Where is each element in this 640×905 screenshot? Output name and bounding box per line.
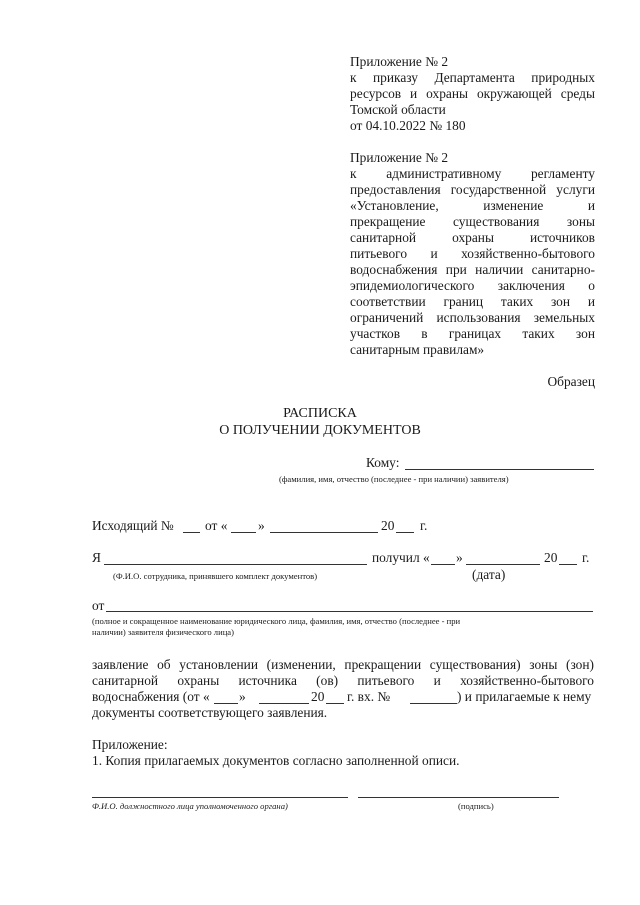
appendix2-line: предоставления государственной услуги	[350, 182, 595, 197]
document-title: РАСПИСКА	[283, 406, 357, 421]
outgoing-month-field[interactable]	[270, 532, 378, 533]
outgoing-year-field[interactable]	[396, 532, 414, 533]
received-day-field[interactable]	[431, 564, 455, 565]
appendix1-line: к приказу Департамента природных	[350, 70, 595, 85]
outgoing-year-prefix: 20	[381, 518, 395, 533]
applicant-hint-line1: (полное и сокращенное наименование юридического лица, фамилия, имя, отчество (последнее - при	[92, 616, 461, 626]
received-year-prefix: 20	[544, 550, 558, 565]
received-i: Я	[92, 550, 101, 565]
recipient-label: Кому:	[366, 455, 400, 470]
appendix1-line: от 04.10.2022 № 180	[350, 118, 466, 133]
appendix2-line: участков в границах таких зон	[350, 326, 595, 341]
appendix1-line: ресурсов и охраны окружающей среды	[350, 86, 595, 101]
statement-line4: документы соответствующего заявления.	[92, 705, 328, 720]
statement-line3-c: 20	[311, 689, 325, 704]
applicant-hint-line2: наличии) заявителя физического лица)	[92, 627, 234, 637]
attachment-label: Приложение:	[92, 737, 168, 752]
statement-line3-a: водоснабжения (от «	[92, 689, 210, 704]
statement-line1: заявление об установлении (изменении, прекращении существования) зоны (зон)	[92, 657, 594, 672]
applicant-name-field[interactable]	[106, 611, 593, 612]
outgoing-day-field[interactable]	[231, 532, 256, 533]
employee-name-hint: (Ф.И.О. сотрудника, принявшего комплект документов)	[113, 571, 318, 581]
appendix2-line: «Установление, изменение и	[350, 198, 595, 213]
employee-name-field[interactable]	[104, 564, 367, 565]
outgoing-year-suffix: г.	[420, 518, 428, 533]
appendix2-line: к административному регламенту	[350, 166, 595, 181]
appendix1-title: Приложение № 2	[350, 54, 449, 69]
statement-line3-d: г. вх. №	[347, 689, 391, 704]
received-close-quote: »	[456, 550, 463, 565]
received-label: получил «	[372, 550, 430, 565]
appendix2-line: водоснабжения при наличии санитарно-	[350, 262, 595, 277]
from-label: от	[92, 598, 105, 613]
attachment-item: 1. Копия прилагаемых документов согласно заполненной описи.	[92, 753, 460, 768]
statement-year-field[interactable]	[326, 703, 344, 704]
received-month-field[interactable]	[466, 564, 540, 565]
outgoing-from: от «	[205, 518, 228, 533]
appendix2-line: ограничений использования земельных	[350, 310, 595, 325]
statement-day-field[interactable]	[214, 703, 238, 704]
appendix2-line: санитарной охраны источников	[350, 230, 595, 245]
outgoing-label: Исходящий №	[92, 518, 174, 533]
received-year-suffix: г.	[582, 550, 590, 565]
appendix2-line: санитарным правилам»	[350, 342, 485, 357]
signature-field[interactable]	[358, 797, 559, 798]
recipient-hint: (фамилия, имя, отчество (последнее - при наличии) заявителя)	[279, 474, 509, 484]
appendix1-line: Томской области	[350, 102, 446, 117]
document-subtitle: О ПОЛУЧЕНИИ ДОКУМЕНТОВ	[219, 423, 421, 438]
statement-line3-b: »	[239, 689, 246, 704]
outgoing-number-field[interactable]	[183, 532, 200, 533]
appendix2-line: прекращение существования зоны	[350, 214, 595, 229]
statement-incoming-number-field[interactable]	[410, 703, 457, 704]
appendix2-line: эпидемиологического заключения о	[350, 278, 595, 293]
statement-month-field[interactable]	[259, 703, 309, 704]
appendix2-title: Приложение № 2	[350, 150, 449, 165]
outgoing-close-quote: »	[258, 518, 265, 533]
statement-line3-e: ) и прилагаемые к нему	[457, 689, 592, 704]
sample-label: Образец	[547, 374, 595, 389]
appendix2-line: питьевого и хозяйственно-бытового	[350, 246, 595, 261]
signature-hint: (подпись)	[458, 801, 494, 811]
statement-line2: санитарной охраны источника (ов) питьевого и хозяйственно-бытового	[92, 673, 594, 688]
received-year-field[interactable]	[559, 564, 577, 565]
official-name-hint: Ф.И.О. должностного лица уполномоченного органа)	[92, 801, 288, 811]
recipient-field-line[interactable]	[405, 469, 594, 470]
date-hint: (дата)	[472, 567, 506, 582]
official-name-field[interactable]	[92, 797, 348, 798]
appendix2-line: соответствии границ таких зон и	[350, 294, 595, 309]
